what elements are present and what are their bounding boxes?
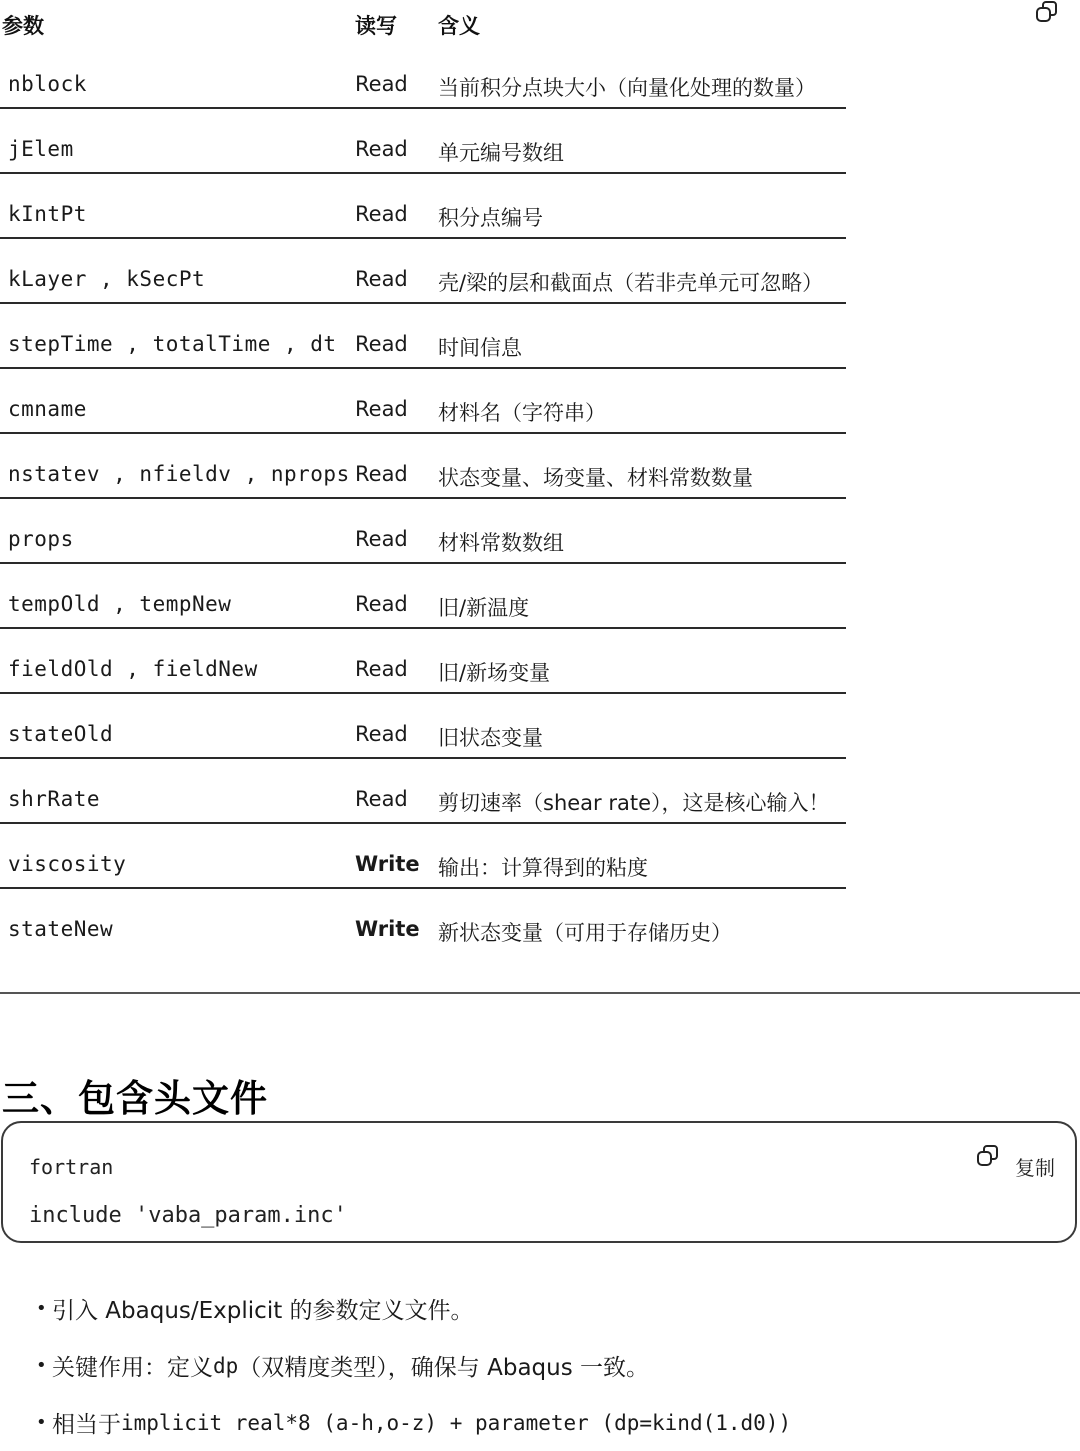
header-meaning: 含义 <box>438 14 480 38</box>
code-block <box>1 1121 1077 1243</box>
param-name: fieldOld , fieldNew <box>8 657 258 681</box>
param-meaning: 积分点编号 <box>438 206 543 230</box>
list-item <box>36 1337 1076 1394</box>
inline-code: dp <box>213 1353 239 1378</box>
param-rw: Read <box>355 527 408 551</box>
param-rw: Read <box>355 72 408 96</box>
param-meaning: 单元编号数组 <box>438 141 564 165</box>
param-meaning: 旧状态变量 <box>438 726 543 750</box>
param-rw: Read <box>355 137 408 161</box>
param-name: jElem <box>8 137 74 161</box>
param-name: stepTime , totalTime , dt <box>8 332 337 356</box>
bullet-list <box>36 1280 1076 1451</box>
table-row <box>0 174 846 239</box>
param-meaning: 输出：计算得到的粘度 <box>438 856 648 880</box>
copy-table-icon[interactable] <box>1034 0 1060 24</box>
code-language-label: fortran <box>29 1155 114 1179</box>
bullet-dot: • <box>36 1412 47 1433</box>
param-meaning: 时间信息 <box>438 336 522 360</box>
table-header <box>0 0 846 44</box>
param-meaning: 旧/新温度 <box>438 596 530 620</box>
bullet-text: 引入 Abaqus/Explicit 的参数定义文件。 <box>52 1298 474 1324</box>
header-param: 参数 <box>2 14 44 38</box>
table-row <box>0 759 846 824</box>
table-row <box>0 564 846 629</box>
code-line: include 'vaba_param.inc' <box>29 1203 347 1228</box>
param-name: shrRate <box>8 787 101 811</box>
section-title: 三、包含头文件 <box>2 1077 268 1120</box>
param-rw: Write <box>355 852 420 876</box>
copy-code-button[interactable] <box>975 1143 1055 1180</box>
param-name: nblock <box>8 72 87 96</box>
param-meaning: 旧/新场变量 <box>438 661 551 685</box>
list-item <box>36 1280 1076 1337</box>
param-meaning: 状态变量、场变量、材料常数数量 <box>438 466 753 490</box>
header-rw: 读写 <box>355 14 397 38</box>
copy-label: 复制 <box>1015 1155 1055 1180</box>
inline-code: implicit real*8 (a-h,o-z) + parameter (dp=kind(1.d0)) <box>121 1410 792 1435</box>
param-rw: Read <box>355 722 408 746</box>
param-meaning: 新状态变量（可用于存储历史） <box>438 921 732 945</box>
table-row <box>0 239 846 304</box>
bullet-dot: • <box>36 1298 47 1319</box>
param-name: stateNew <box>8 917 114 941</box>
table-row <box>0 889 846 952</box>
param-rw: Read <box>355 202 408 226</box>
table-row <box>0 694 846 759</box>
table-row <box>0 109 846 174</box>
param-meaning: 当前积分点块大小（向量化处理的数量） <box>438 76 816 100</box>
bullet-text: （双精度类型），确保与 Abaqus 一致。 <box>238 1355 650 1381</box>
param-rw: Read <box>355 657 408 681</box>
param-meaning: 剪切速率（shear rate），这是核心输入！ <box>438 791 830 815</box>
param-name: cmname <box>8 397 87 421</box>
table-row <box>0 44 846 109</box>
table-row <box>0 499 846 564</box>
section-divider <box>0 992 1080 994</box>
param-name: viscosity <box>8 852 127 876</box>
param-rw: Read <box>355 592 408 616</box>
table-row <box>0 304 846 369</box>
param-name: nstatev , nfieldv , nprops <box>8 462 350 486</box>
copy-icon <box>975 1144 1001 1172</box>
param-meaning: 壳/梁的层和截面点（若非壳单元可忽略） <box>438 271 824 295</box>
param-name: tempOld , tempNew <box>8 592 232 616</box>
bullet-text: 关键作用：定义 <box>52 1355 213 1381</box>
param-name: stateOld <box>8 722 114 746</box>
param-name: kIntPt <box>8 202 87 226</box>
list-item <box>36 1394 1076 1451</box>
param-name: kLayer , kSecPt <box>8 267 206 291</box>
table-row <box>0 824 846 889</box>
table-row <box>0 629 846 694</box>
param-name: props <box>8 527 74 551</box>
table-row <box>0 369 846 434</box>
param-rw: Write <box>355 917 420 941</box>
param-rw: Read <box>355 267 408 291</box>
bullet-text: 相当于 <box>52 1412 121 1438</box>
param-rw: Read <box>355 397 408 421</box>
bullet-dot: • <box>36 1355 47 1376</box>
param-rw: Read <box>355 332 408 356</box>
table-row <box>0 434 846 499</box>
param-meaning: 材料名（字符串） <box>438 401 606 425</box>
param-meaning: 材料常数数组 <box>438 531 564 555</box>
param-rw: Read <box>355 787 408 811</box>
param-rw: Read <box>355 462 408 486</box>
